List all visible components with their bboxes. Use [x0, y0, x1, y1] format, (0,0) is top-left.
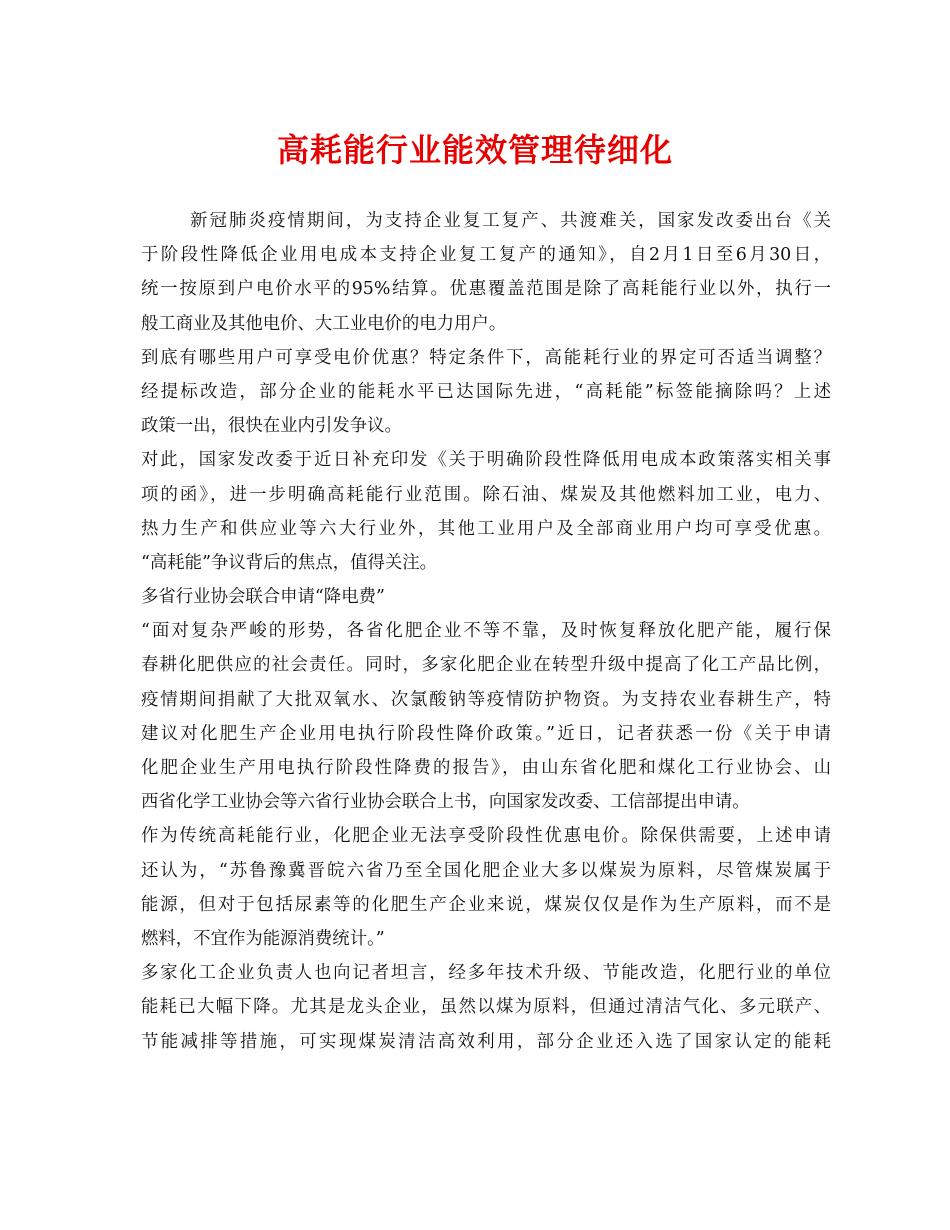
text-line: 对此，国家发改委于近日补充印发《关于明确阶段性降低用电成本政策落实相关事	[141, 450, 831, 471]
text-line: 建议对化肥生产企业用电执行阶段性降价政策。”近日，记者获悉一份《关于申请	[141, 723, 831, 744]
text-line: 疫情期间捐献了大批双氧水、次氯酸钠等疫情防护物资。为支持农业春耕生产，特	[141, 689, 831, 710]
text-line: 统一按原到户电价水平的95%结算。优惠覆盖范围是除了高耗能行业以外，执行一	[141, 279, 831, 300]
text-line: 燃料，不宜作为能源消费统计。”	[141, 928, 385, 949]
text-line: 经提标改造，部分企业的能耗水平已达国际先进，“高耗能”标签能摘除吗？上述	[141, 381, 831, 402]
text-line: 春耕化肥供应的社会责任。同时，多家化肥企业在转型升级中提高了化工产品比例，	[141, 655, 831, 676]
document-body	[141, 204, 831, 1059]
text-line: 能耗已大幅下降。尤其是龙头企业，虽然以煤为原料，但通过清洁气化、多元联产、	[141, 997, 831, 1018]
text-line: 节能减排等措施，可实现煤炭清洁高效利用，部分企业还入选了国家认定的能耗	[141, 1031, 831, 1052]
text-line: 化肥企业生产用电执行阶段性降费的报告》，由山东省化肥和煤化工行业协会、山	[141, 758, 831, 778]
text-line: 于阶段性降低企业用电成本支持企业复工复产的通知》，自2月1日至6月30日，	[141, 245, 831, 266]
text-line: 到底有哪些用户可享受电价优惠？特定条件下，高能耗行业的界定可否适当调整？	[141, 347, 831, 368]
text-line: 热力生产和供应业等六大行业外，其他工业用户及全部商业用户均可享受优惠。	[141, 518, 831, 539]
text-line: 多省行业协会联合申请“降电费”	[141, 587, 385, 608]
text-line: 般工商业及其他电价、大工业电价的电力用户。	[141, 313, 507, 334]
text-line: 项的函》，进一步明确高耗能行业范围。除石油、煤炭及其他燃料加工业，电力、	[141, 484, 831, 505]
text-line: 政策一出，很快在业内引发争议。	[141, 416, 402, 437]
text-line: 西省化学工业协会等六省行业协会联合上书，向国家发改委、工信部提出申请。	[141, 792, 750, 813]
document-title: 高耗能行业能效管理待细化	[276, 131, 673, 169]
text-line: 还认为，“苏鲁豫冀晋皖六省乃至全国化肥企业大多以煤炭为原料，尽管煤炭属于	[141, 860, 831, 881]
text-line: 作为传统高耗能行业，化肥企业无法享受阶段性优惠电价。除保供需要，上述申请	[141, 826, 831, 847]
text-line: 新冠肺炎疫情期间，为支持企业复工复产、共渡难关，国家发改委出台《关	[190, 211, 831, 231]
text-line: “面对复杂严峻的形势，各省化肥企业不等不靠，及时恢复释放化肥产能，履行保	[141, 621, 831, 642]
text-line: “高耗能”争议背后的焦点，值得关注。	[141, 552, 438, 573]
text-line: 多家化工企业负责人也向记者坦言，经多年技术升级、节能改造，化肥行业的单位	[141, 963, 831, 984]
text-line: 能源，但对于包括尿素等的化肥生产企业来说，煤炭仅仅是作为生产原料，而不是	[141, 894, 831, 915]
